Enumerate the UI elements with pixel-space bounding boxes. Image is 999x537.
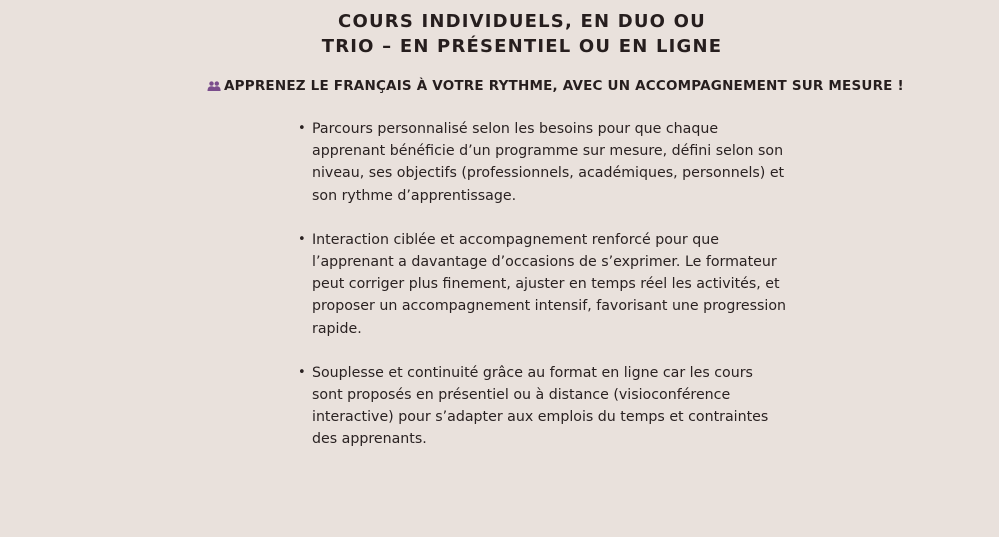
list-item xyxy=(298,229,788,340)
people-icon xyxy=(207,81,221,91)
bullet-marker: • xyxy=(298,121,306,136)
list-item xyxy=(298,118,788,207)
title-line-2: TRIO – EN PRÉSENTIEL OU EN LIGNE xyxy=(321,36,723,57)
bullet-text: Parcours personnalisé selon les besoins pour que chaque apprenant bénéficie d’un programme sur mesure, défini selon son niveau, ses objectifs (professionnels, académiques, personnels) et son rythme d’apprentissage. xyxy=(312,121,785,204)
bullet-text: Interaction ciblée et accompagnement renforcé pour que l’apprenant a davantage d’occasions de s’exprimer. Le formateur peut corriger plus finement, ajuster en temps réel les activités, et proposer un accompagnement intensif, favorisant une progression rapide. xyxy=(312,231,787,337)
page-title xyxy=(0,9,999,59)
bullet-marker: • xyxy=(298,364,306,380)
feature-list xyxy=(298,118,788,473)
bullet-marker: • xyxy=(298,231,306,247)
list-item xyxy=(298,362,788,451)
subtitle-text: APPRENEZ LE FRANÇAIS À VOTRE RYTHME, AVEC UN ACCOMPAGNEMENT SUR MESURE ! xyxy=(224,78,904,94)
bullet-text: Souplesse et continuité grâce au format en ligne car les cours sont proposés en présentiel ou à distance (visioconférence interactive) pour s’adapter aux emplois du temps et contraintes des apprenants. xyxy=(312,364,769,448)
title-line-1: COURS INDIVIDUELS, EN DUO OU xyxy=(338,11,706,32)
subtitle xyxy=(207,77,907,95)
